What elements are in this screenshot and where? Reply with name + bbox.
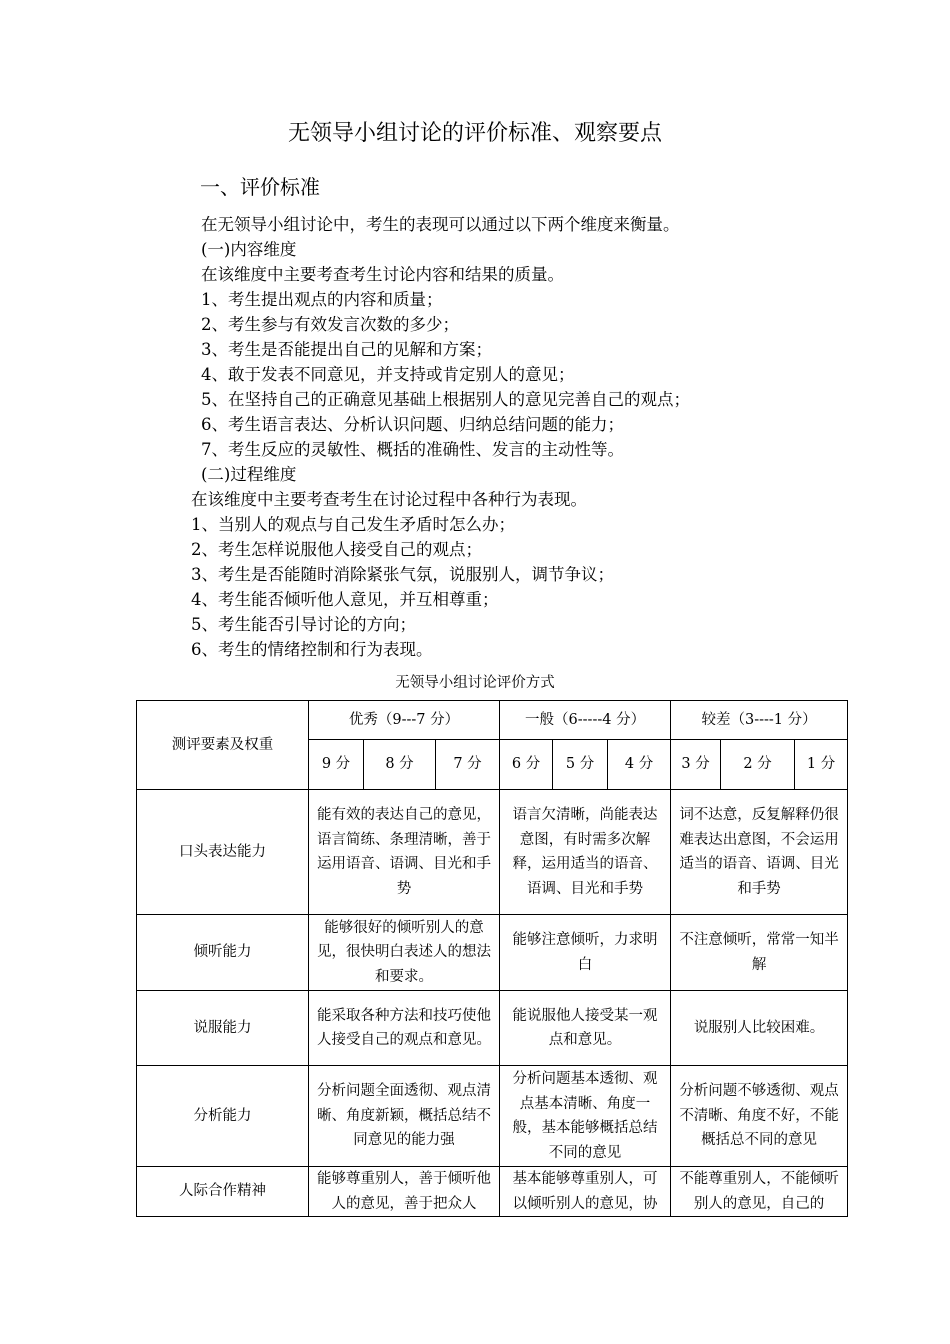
score-header: 5 分 bbox=[553, 740, 608, 790]
list-item: 3、考生是否能提出自己的见解和方案； bbox=[201, 340, 492, 359]
score-header: 7 分 bbox=[436, 740, 500, 790]
poor-cell: 词不达意，反复解释仍很难表达出意图，不会运用适当的语音、语调、目光和手势 bbox=[671, 790, 848, 915]
list-item: 1、当别人的观点与自己发生矛盾时怎么办； bbox=[191, 515, 515, 534]
score-header: 4 分 bbox=[608, 740, 671, 790]
average-cell: 语言欠清晰，尚能表达意图，有时需多次解释，运用适当的语音、语调、目光和手势 bbox=[500, 790, 671, 915]
factor-header: 测评要素及权重 bbox=[137, 701, 309, 790]
excellent-cell: 分析问题全面透彻、观点清晰、角度新颖，概括总结不同意见的能力强 bbox=[309, 1066, 500, 1167]
list-item: 2、考生参与有效发言次数的多少； bbox=[201, 315, 459, 334]
table-row bbox=[137, 790, 848, 915]
table-row bbox=[137, 915, 848, 991]
evaluation-table bbox=[136, 700, 848, 1217]
poor-cell: 不能尊重别人，不能倾听别人的意见，自己的 bbox=[671, 1167, 848, 1217]
excellent-cell: 能够尊重别人，善于倾听他人的意见，善于把众人 bbox=[309, 1167, 500, 1217]
score-header: 3 分 bbox=[671, 740, 721, 790]
paragraph: 在该维度中主要考查考生讨论内容和结果的质量。 bbox=[201, 265, 564, 284]
poor-cell: 分析问题不够透彻、观点不清晰、角度不好，不能概括总不同的意见 bbox=[671, 1066, 848, 1167]
table-row bbox=[137, 1066, 848, 1167]
score-header: 1 分 bbox=[795, 740, 848, 790]
list-item: 5、在坚持自己的正确意见基础上根据别人的意见完善自己的观点； bbox=[201, 390, 690, 409]
list-item: 7、考生反应的灵敏性、概括的准确性、发言的主动性等。 bbox=[201, 440, 624, 459]
group-header-excellent: 优秀（9---7 分） bbox=[309, 701, 500, 740]
score-header: 6 分 bbox=[500, 740, 553, 790]
average-cell: 基本能够尊重别人，可以倾听别人的意见，协 bbox=[500, 1167, 671, 1217]
list-item: 3、考生是否能随时消除紧张气氛，说服别人，调节争议； bbox=[191, 565, 614, 584]
paragraph: 在无领导小组讨论中，考生的表现可以通过以下两个维度来衡量。 bbox=[201, 215, 680, 234]
page-title: 无领导小组讨论的评价标准、观察要点 bbox=[287, 121, 662, 146]
list-item: 5、考生能否引导讨论的方向； bbox=[191, 615, 416, 634]
factor-cell: 口头表达能力 bbox=[137, 790, 309, 915]
average-cell: 能够注意倾听，力求明白 bbox=[500, 915, 671, 991]
list-item: 4、敢于发表不同意见，并支持或肯定别人的意见； bbox=[201, 365, 575, 384]
list-item: 2、考生怎样说服他人接受自己的观点； bbox=[191, 540, 482, 559]
score-header: 9 分 bbox=[309, 740, 364, 790]
table-row bbox=[137, 1167, 848, 1217]
score-header: 2 分 bbox=[721, 740, 795, 790]
score-header: 8 分 bbox=[364, 740, 436, 790]
group-header-poor: 较差（3----1 分） bbox=[671, 701, 848, 740]
factor-cell: 倾听能力 bbox=[137, 915, 309, 991]
subsection-heading: (一)内容维度 bbox=[201, 240, 297, 259]
list-item: 6、考生的情绪控制和行为表现。 bbox=[191, 640, 433, 659]
average-cell: 能说服他人接受某一观点和意见。 bbox=[500, 991, 671, 1066]
group-header-average: 一般（6-----4 分） bbox=[500, 701, 671, 740]
factor-cell: 说服能力 bbox=[137, 991, 309, 1066]
poor-cell: 说服别人比较困难。 bbox=[671, 991, 848, 1066]
list-item: 1、考生提出观点的内容和质量； bbox=[201, 290, 443, 309]
excellent-cell: 能有效的表达自己的意见，语言简练、条理清晰，善于运用语音、语调、目光和手势 bbox=[309, 790, 500, 915]
list-item: 6、考生语言表达、分析认识问题、归纳总结问题的能力； bbox=[201, 415, 624, 434]
subsection-heading: (二)过程维度 bbox=[201, 465, 297, 484]
factor-cell: 人际合作精神 bbox=[137, 1167, 309, 1217]
factor-cell: 分析能力 bbox=[137, 1066, 309, 1167]
excellent-cell: 能采取各种方法和技巧使他人接受自己的观点和意见。 bbox=[309, 991, 500, 1066]
section-heading: 一、评价标准 bbox=[200, 175, 320, 199]
excellent-cell: 能够很好的倾听别人的意见，很快明白表述人的想法和要求。 bbox=[309, 915, 500, 991]
paragraph: 在该维度中主要考查考生在讨论过程中各种行为表现。 bbox=[191, 490, 587, 509]
poor-cell: 不注意倾听，常常一知半解 bbox=[671, 915, 848, 991]
table-row bbox=[137, 991, 848, 1066]
table-caption: 无领导小组讨论评价方式 bbox=[395, 675, 555, 691]
average-cell: 分析问题基本透彻、观点基本清晰、角度一般，基本能够概括总结不同的意见 bbox=[500, 1066, 671, 1167]
list-item: 4、考生能否倾听他人意见，并互相尊重； bbox=[191, 590, 499, 609]
